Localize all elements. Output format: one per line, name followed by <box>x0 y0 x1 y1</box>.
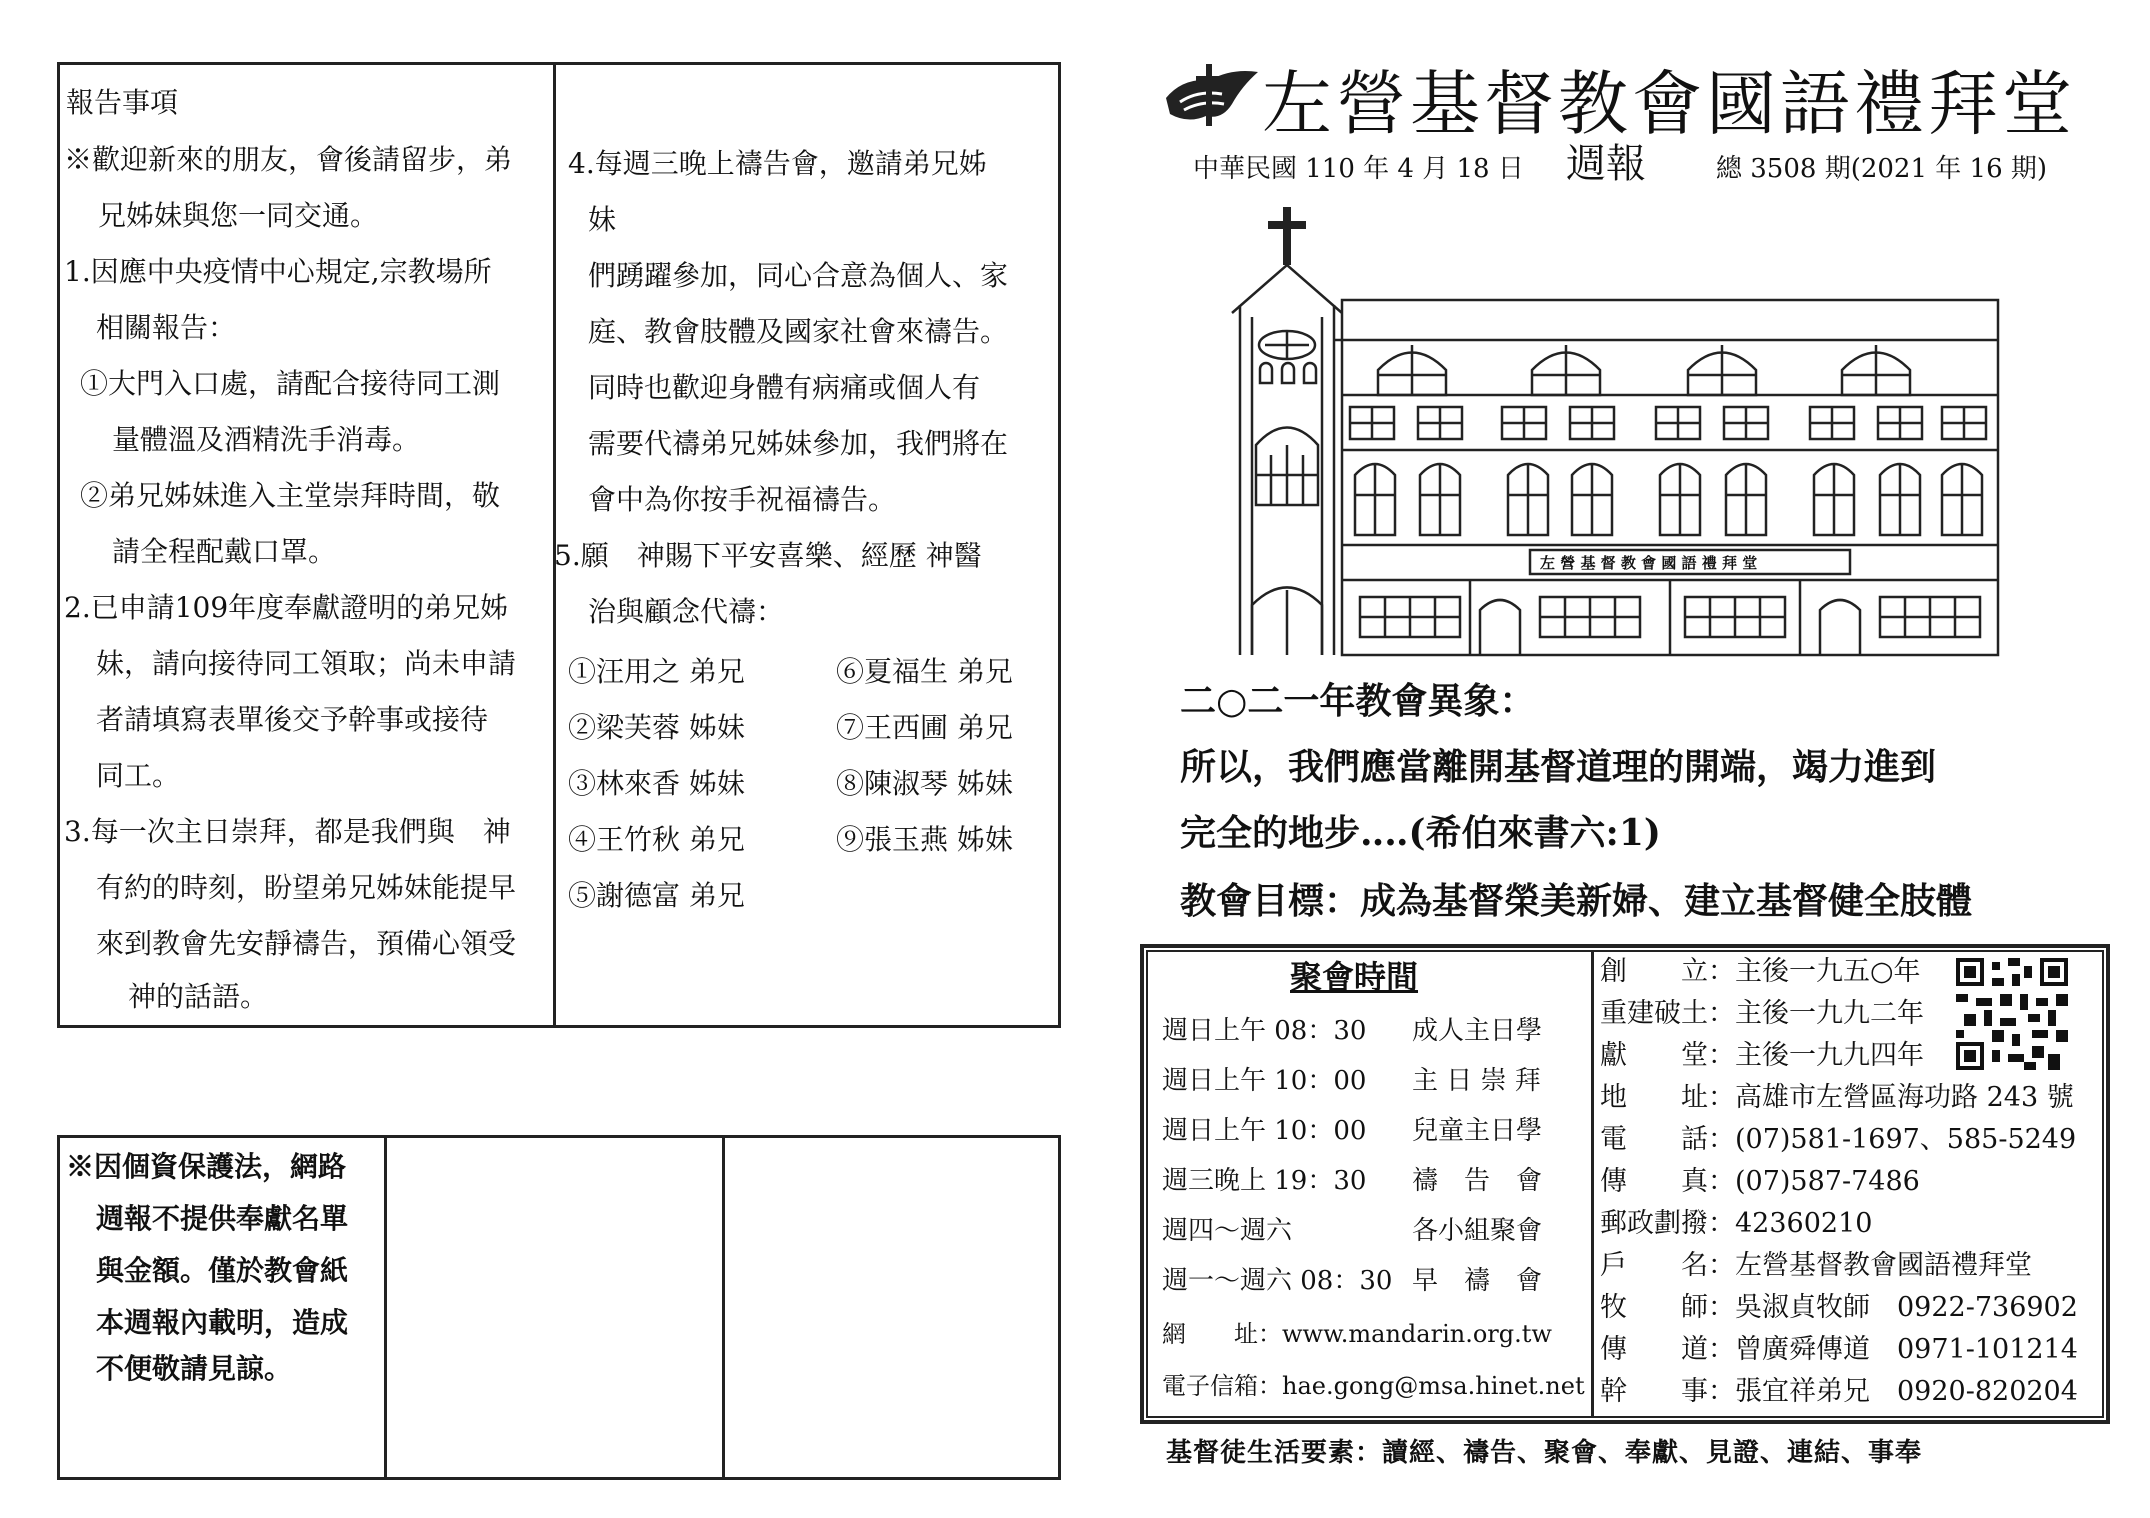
schedule-event: 禱 告 會 <box>1412 1166 1543 1196</box>
vision-verse-line2: 完全的地步‥‥(希伯來書六:1) <box>1180 812 1661 854</box>
church-info-line: 郵政劃撥：42360210 <box>1600 1208 1873 1239</box>
church-goal: 教會目標：成為基督榮美新婦、建立基督健全肢體 <box>1180 880 1973 922</box>
privacy-divider-2 <box>722 1135 725 1480</box>
schedule-event: 成人主日學 <box>1412 1016 1543 1046</box>
church-info-line: 幹 事：張宜祥弟兄 0920-820204 <box>1600 1376 2078 1407</box>
church-building-illustration <box>1230 205 2000 660</box>
bulletin-issue: 總 3508 期(2021 年 16 期) <box>1716 154 2048 184</box>
church-info-line: 重建破土：主後一九九二年 <box>1600 998 1924 1029</box>
announcement-line: 量體溫及酒精洗手消毒。 <box>112 423 421 456</box>
church-website: 網 址：www.mandarin.org.tw <box>1162 1320 1552 1348</box>
church-info-line: 創 立：主後一九五○年 <box>1600 956 1921 987</box>
announcement-line: 會中為你按手祝福禱告。 <box>588 483 897 516</box>
church-title: 左營基督教會國語禮拜堂 <box>1262 63 2076 145</box>
announcement-line: 妹，請向接待同工領取；尚未申請 <box>96 647 517 680</box>
announcement-line: 妹 <box>588 203 617 236</box>
announcement-line: 兄姊妹與您一同交通。 <box>98 199 379 232</box>
church-info-line: 傳 道：曾廣舜傳道 0971-101214 <box>1600 1334 2078 1365</box>
prayer-item: ②梁芙蓉 姊妹 <box>568 711 745 744</box>
announcement-line: 庭、教會肢體及國家社會來禱告。 <box>588 315 1009 348</box>
announcement-line: 需要代禱弟兄姊妹參加，我們將在 <box>588 427 1009 460</box>
prayer-item: ⑨張玉燕 姊妹 <box>836 823 1013 856</box>
prayer-item: ③林來香 姊妹 <box>568 767 745 800</box>
privacy-line: ※因個資保護法，網路 <box>66 1150 347 1183</box>
announcement-line: 神的話語。 <box>128 980 269 1013</box>
privacy-line: 不便敬請見諒。 <box>96 1352 293 1385</box>
christian-life-essentials: 基督徒生活要素：讀經、禱告、聚會、奉獻、見證、連結、事奉 <box>1166 1438 1923 1468</box>
church-info-line: 電 話：(07)581-1697、585-5249 <box>1600 1124 2077 1155</box>
church-info-line: 地 址：高雄市左營區海功路 243 號 <box>1600 1082 2074 1113</box>
schedule-time: 週三晚上 19：30 <box>1162 1166 1367 1196</box>
announcement-line: 2.已申請109年度奉獻證明的弟兄姊 <box>64 591 509 624</box>
privacy-line: 與金額。僅於教會紙 <box>96 1254 349 1287</box>
bulletin-date: 中華民國 110 年 4 月 18 日 <box>1193 154 1524 184</box>
church-info-line: 牧 師：吳淑貞牧師 0922-736902 <box>1600 1292 2078 1323</box>
qr-code <box>1956 958 2068 1070</box>
announcement-line: 們踴躍參加，同心合意為個人、家 <box>588 259 1009 292</box>
privacy-divider-1 <box>384 1135 387 1480</box>
announcement-line: 治與顧念代禱： <box>588 595 785 628</box>
schedule-event: 各小組聚會 <box>1412 1216 1543 1246</box>
announcements-title: 報告事項 <box>66 86 179 119</box>
schedule-time: 週日上午 10：00 <box>1162 1066 1367 1096</box>
privacy-line: 本週報內載明，造成 <box>96 1306 349 1339</box>
prayer-item: ⑧陳淑琴 姊妹 <box>836 767 1013 800</box>
schedule-event: 兒童主日學 <box>1412 1116 1543 1146</box>
schedule-time: 週四～週六 <box>1162 1216 1293 1246</box>
schedule-event: 早 禱 會 <box>1412 1266 1543 1296</box>
announcement-line: ②弟兄姊妹進入主堂崇拜時間，敬 <box>80 479 501 512</box>
announcement-line: 同時也歡迎身體有病痛或個人有 <box>588 371 981 404</box>
announcement-line: 同工。 <box>96 759 181 792</box>
privacy-line: 週報不提供奉獻名單 <box>96 1202 349 1235</box>
announcement-line: 3.每一次主日崇拜，都是我們與 神 <box>64 815 511 848</box>
church-logo <box>1162 58 1262 128</box>
church-email: 電子信箱：hae.gong@msa.hinet.net <box>1162 1372 1585 1400</box>
schedule-divider <box>1591 950 1594 1418</box>
church-info-line: 獻 堂：主後一九九四年 <box>1600 1040 1924 1071</box>
prayer-item: ④王竹秋 弟兄 <box>568 823 745 856</box>
announcement-line: 4.每週三晚上禱告會，邀請弟兄姊 <box>568 147 987 180</box>
bulletin-label: 週報 <box>1566 141 1646 187</box>
church-info-line: 傳 真：(07)587-7486 <box>1600 1166 1920 1197</box>
announcement-line: 有約的時刻，盼望弟兄姊妹能提早 <box>96 871 517 904</box>
announcement-line: 請全程配戴口罩。 <box>112 535 337 568</box>
schedule-event: 主 日 崇 拜 <box>1412 1066 1541 1096</box>
announcement-line: 5.願 神賜下平安喜樂、經歷 神醫 <box>554 539 982 572</box>
prayer-item: ⑤謝德富 弟兄 <box>568 879 745 912</box>
schedule-title: 聚會時間 <box>1290 958 1419 996</box>
vision-heading: 二○二一年教會異象： <box>1180 680 1536 722</box>
schedule-time: 週日上午 08：30 <box>1162 1016 1367 1046</box>
prayer-item: ⑥夏福生 弟兄 <box>836 655 1013 688</box>
schedule-time: 週一～週六 08：30 <box>1162 1266 1393 1296</box>
vision-verse-line1: 所以，我們應當離開基督道理的開端，竭力進到 <box>1180 746 1937 788</box>
announcement-line: 來到教會先安靜禱告，預備心領受 <box>96 927 517 960</box>
announcement-line: 1.因應中央疫情中心規定,宗教場所 <box>64 255 492 288</box>
prayer-item: ①汪用之 弟兄 <box>568 655 745 688</box>
church-sign-text: 左 營 基 督 教 會 國 語 禮 拜 堂 <box>1540 554 1758 572</box>
announcement-line: ①大門入口處，請配合接待同工測 <box>80 367 501 400</box>
announcement-line: 者請填寫表單後交予幹事或接待 <box>96 703 489 736</box>
church-info-line: 戶 名：左營基督教會國語禮拜堂 <box>1600 1250 2032 1281</box>
announcement-line: ※歡迎新來的朋友，會後請留步，弟 <box>64 143 513 176</box>
announcement-line: 相關報告： <box>96 311 237 344</box>
schedule-time: 週日上午 10：00 <box>1162 1116 1367 1146</box>
prayer-item: ⑦王西圃 弟兄 <box>836 711 1013 744</box>
